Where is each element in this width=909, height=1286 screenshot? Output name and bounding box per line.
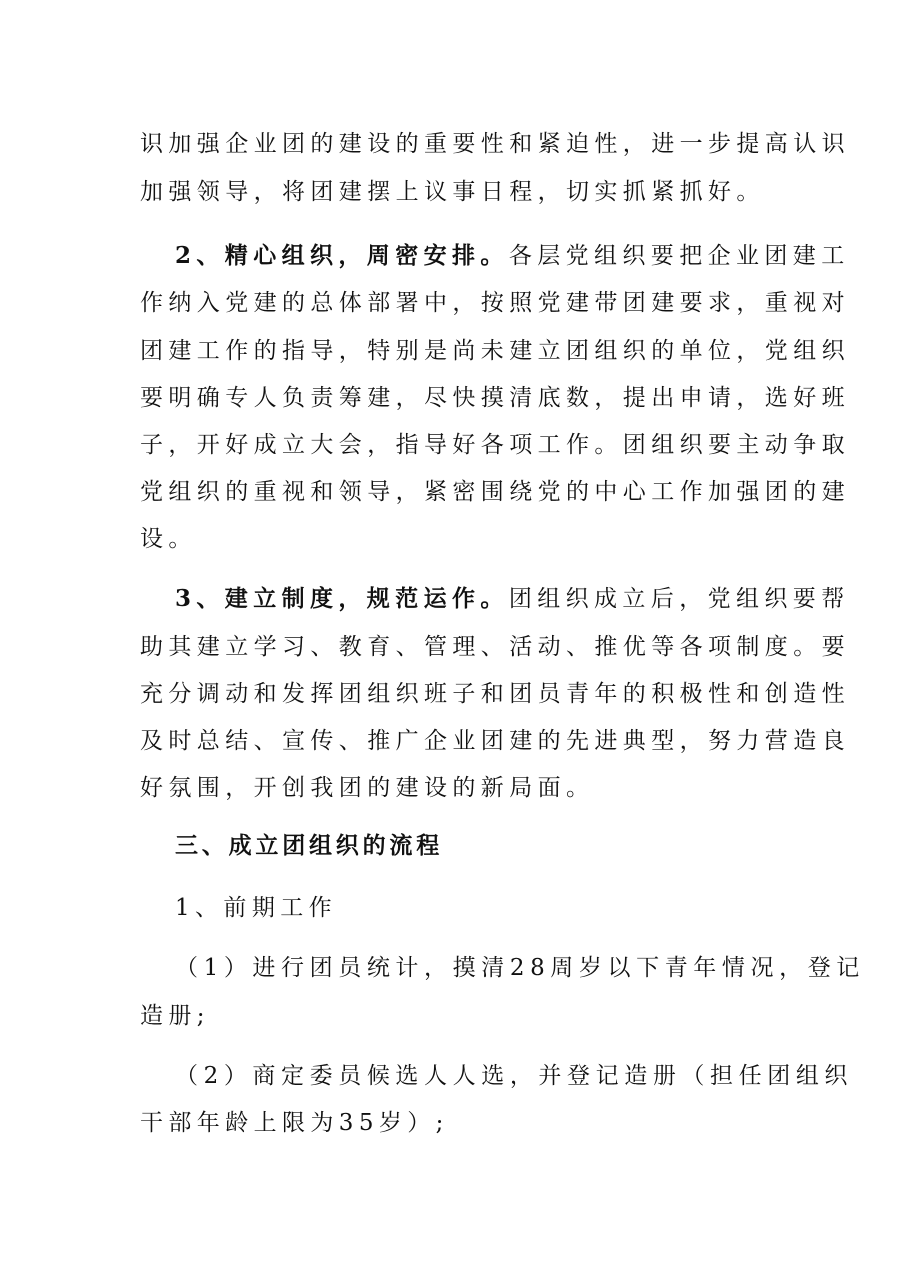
subsection-title: 1、前期工作: [175, 895, 338, 921]
body-text-line: 设。: [140, 526, 197, 552]
body-text-line: 好氛围，开创我团的建设的新局面。: [140, 775, 595, 801]
item-2-title: 2、精心组织，周密安排。: [175, 242, 509, 269]
body-text-line: 干部年龄上限为35岁）;: [140, 1110, 449, 1136]
body-text-line: 团建工作的指导，特别是尚未建立团组织的单位，党组织: [140, 338, 850, 364]
body-text-line: 造册;: [140, 1003, 210, 1029]
body-text-line: 充分调动和发挥团组织班子和团员青年的积极性和创造性: [140, 681, 850, 707]
body-text-line: 要明确专人负责筹建，尽快摸清底数，提出申请，选好班: [140, 385, 850, 411]
body-text-line: 助其建立学习、教育、管理、活动、推优等各项制度。要: [140, 634, 850, 660]
body-text-line: 党组织的重视和领导，紧密围绕党的中心工作加强团的建: [140, 479, 850, 505]
list-item-2: （2）商定委员候选人人选，并登记造册（担任团组织: [175, 1063, 854, 1089]
body-text-line: 加强领导，将团建摆上议事日程，切实抓紧抓好。: [140, 179, 765, 205]
item-2-paragraph-start: [175, 236, 850, 276]
body-text-line: 识加强企业团的建设的重要性和紧迫性，进一步提高认识: [140, 131, 850, 157]
body-text-line: 作纳入党建的总体部署中，按照党建带团建要求，重视对: [140, 290, 850, 316]
item-3-title: 3、建立制度，规范运作。: [175, 585, 509, 612]
item-2-text: 各层党组织要把企业团建工: [508, 243, 850, 269]
section-heading: 三、成立团组织的流程: [175, 832, 443, 859]
body-text-line: 子，开好成立大会，指导好各项工作。团组织要主动争取: [140, 432, 850, 458]
list-item-1: （1）进行团员统计，摸清28周岁以下青年情况，登记: [175, 955, 865, 981]
item-3-text: 团组织成立后，党组织要帮: [508, 586, 850, 612]
body-text-line: 及时总结、宣传、推广企业团建的先进典型，努力营造良: [140, 728, 850, 754]
item-3-paragraph-start: [175, 579, 850, 619]
